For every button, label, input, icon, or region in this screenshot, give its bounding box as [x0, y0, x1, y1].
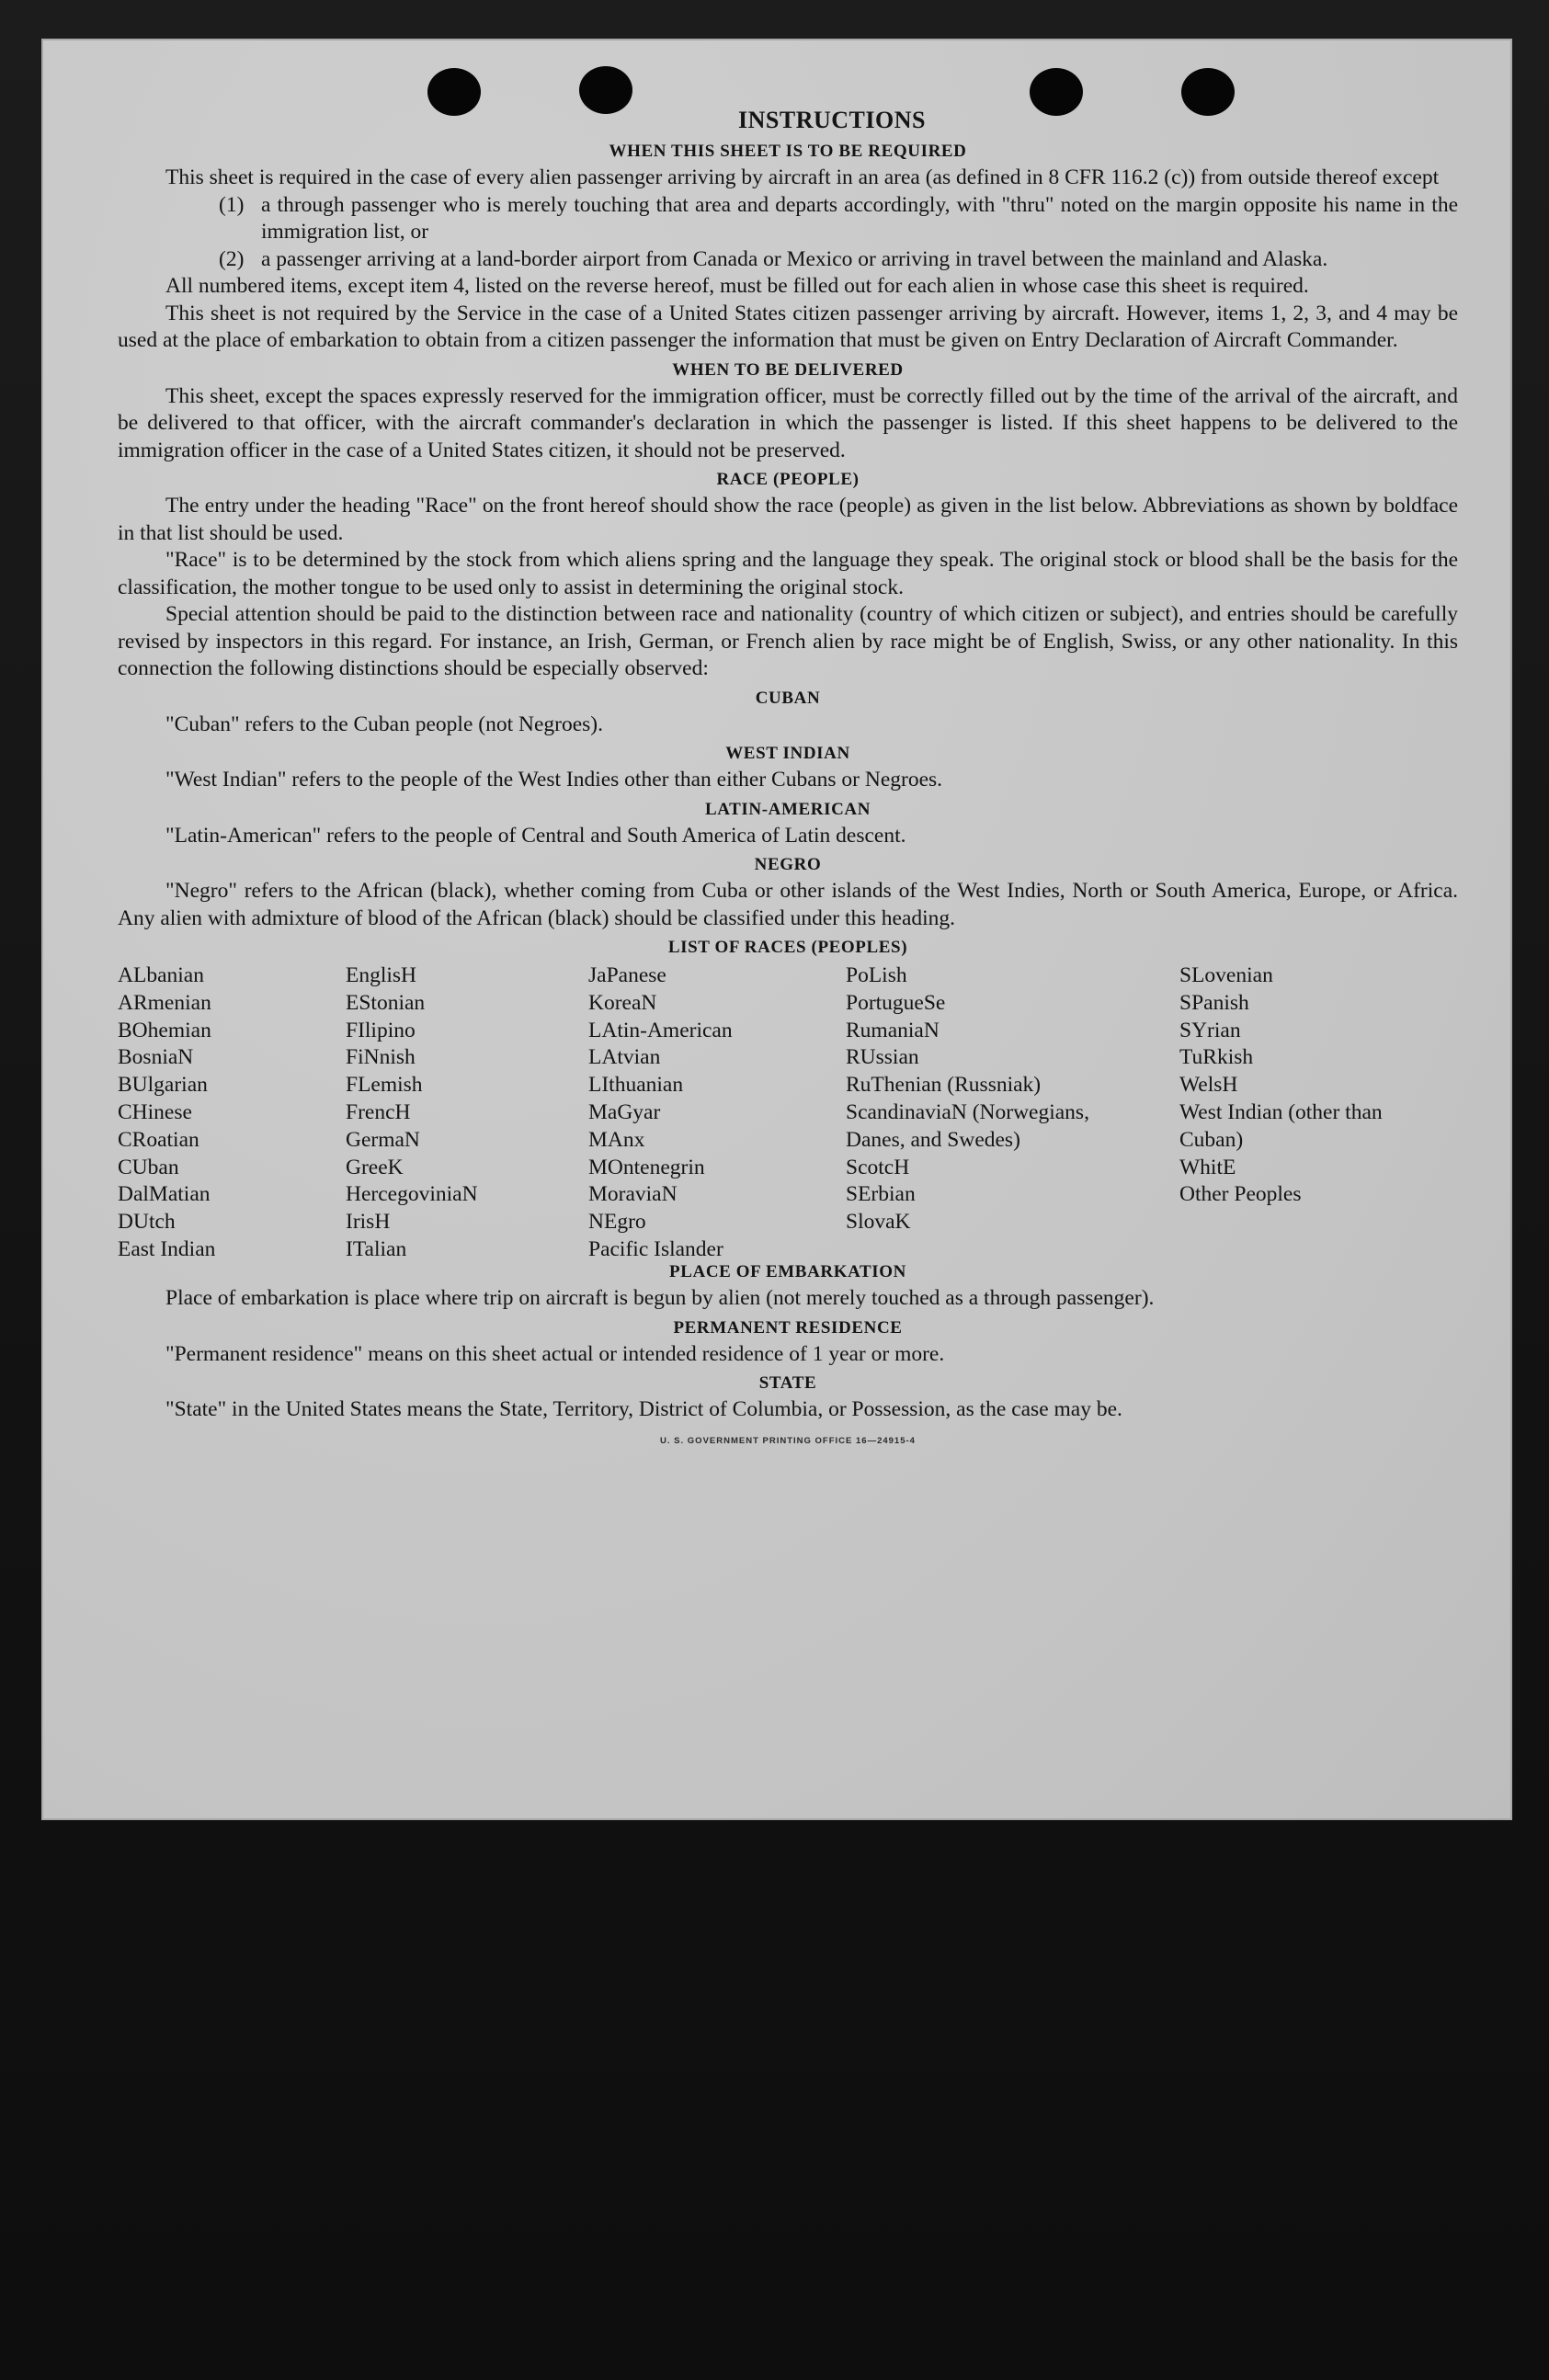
race-entry: WelsH: [1179, 1073, 1238, 1098]
item-text: a passenger arriving at a land-border airport from Canada or Mexico or arriving in travel between the mainland and Alaska.: [261, 246, 1328, 271]
race-entry: East Indian: [118, 1236, 216, 1261]
race-entry: DalMatian: [118, 1182, 211, 1207]
item-text: a through passenger who is merely touching that area and departs accordingly, with "thru" noted on the margin opposite his name in the immigration list, or: [261, 192, 1458, 244]
heading-when-required: WHEN THIS SHEET IS TO BE REQUIRED: [609, 142, 967, 161]
paragraph: This sheet is not required by the Service in the case of a United States citizen passenger arriving by aircraft. However, items 1, 2, 3, and 4 may be used at the place of embarkation to obtain from a citizen passenger the information that must be given on Entry Declaration of Aircraft Commander.: [118, 301, 1458, 352]
race-entry: SlovaK: [846, 1210, 911, 1235]
race-entry: ScandinaviaN (Norwegians, Danes, and Swedes): [846, 1099, 1089, 1152]
race-entry: ScotcH: [846, 1155, 910, 1179]
race-entry: RUssian: [846, 1045, 919, 1070]
paragraph: The entry under the heading "Race" on the front hereof should show the race (people) as given in the list below. Abbreviations as shown by boldface in that list should be used.: [118, 494, 1458, 545]
item-number: (1): [219, 192, 245, 217]
paragraph: "Race" is to be determined by the stock from which aliens spring and the language they speak. The original stock or blood shall be the basis for the classification, the mother tongue to be used only to assist in determining the original stock.: [118, 548, 1458, 599]
heading-list-of-races: LIST OF RACES (PEOPLES): [667, 938, 908, 957]
race-entry: NEgro: [588, 1210, 646, 1235]
race-column: [588, 962, 733, 1264]
heading-permanent-residence: PERMANENT RESIDENCE: [673, 1317, 903, 1338]
race-entry: FIlipino: [346, 1018, 416, 1042]
race-entry: BOhemian: [118, 1018, 211, 1042]
race-entry: FLemish: [346, 1073, 423, 1098]
race-entry: PoLish: [846, 963, 907, 987]
race-column: [846, 962, 1112, 1236]
instructions-content: [118, 105, 1458, 1454]
paragraph: All numbered items, except item 4, listed on the reverse hereof, must be filled out for each alien in whose case this sheet is required.: [165, 274, 1309, 298]
race-entry: CUban: [118, 1155, 179, 1179]
race-entry: GermaN: [346, 1127, 420, 1152]
race-entry: SYrian: [1179, 1018, 1241, 1042]
race-column: [1179, 962, 1409, 1209]
race-entry: SLovenian: [1179, 963, 1273, 987]
list-item: [219, 192, 1458, 246]
race-entry: JaPanese: [588, 963, 666, 987]
race-column: [118, 962, 215, 1264]
race-entry: GreeK: [346, 1155, 404, 1179]
race-entry: RuThenian (Russniak): [846, 1073, 1042, 1098]
heading-latin-american: LATIN-AMERICAN: [704, 799, 871, 819]
paragraph: "Negro" refers to the African (black), whether coming from Cuba or other islands of the West Indies, North or South America, Europe, or Africa. Any alien with admixture of blood of the African (black) should be classified under this heading.: [118, 879, 1458, 930]
race-entry: CRoatian: [118, 1127, 199, 1152]
heading-cuban: CUBAN: [755, 688, 821, 708]
race-entry: FrencH: [346, 1099, 411, 1124]
race-entry: MoraviaN: [588, 1182, 678, 1207]
race-entry: CHinese: [118, 1099, 192, 1124]
race-list: [118, 962, 1458, 1261]
race-entry: BosniaN: [118, 1045, 194, 1070]
race-entry: Pacific Islander: [588, 1236, 723, 1261]
race-entry: IrisH: [346, 1210, 391, 1235]
printer-imprint: U. S. GOVERNMENT PRINTING OFFICE 16—24915-4: [660, 1435, 916, 1446]
race-entry: KoreaN: [588, 990, 657, 1015]
race-entry: Other Peoples: [1179, 1182, 1302, 1207]
race-entry: ITalian: [346, 1236, 407, 1261]
race-entry: DUtch: [118, 1210, 176, 1235]
paragraph: "Latin-American" refers to the people of Central and South America of Latin descent.: [165, 823, 906, 848]
paragraph: "State" in the United States means the State, Territory, District of Columbia, or Possession, as the case may be.: [165, 1397, 1122, 1421]
paragraph: This sheet is required in the case of every alien passenger arriving by aircraft in an area (as defined in 8 CFR 116.2 (c)) from outside thereof except: [165, 165, 1440, 189]
paragraph: "West Indian" refers to the people of the West Indies other than either Cubans or Negroes.: [165, 768, 943, 791]
race-entry: TuRkish: [1179, 1045, 1254, 1070]
race-entry: LAtvian: [588, 1045, 661, 1070]
document-sheet: [41, 39, 1512, 1820]
page-title: INSTRUCTIONS: [738, 107, 926, 133]
race-column: [346, 962, 478, 1264]
heading-when-delivered: WHEN TO BE DELIVERED: [672, 359, 904, 380]
race-entry: BUlgarian: [118, 1073, 208, 1098]
paragraph: "Cuban" refers to the Cuban people (not Negroes).: [165, 712, 603, 736]
race-entry: EStonian: [346, 990, 426, 1015]
race-entry: MaGyar: [588, 1099, 661, 1124]
race-entry: WhitE: [1179, 1155, 1236, 1179]
race-entry: FiNnish: [346, 1045, 416, 1070]
race-entry: PortugueSe: [846, 990, 946, 1015]
heading-state: STATE: [758, 1373, 817, 1393]
list-item: [219, 246, 1458, 274]
paragraph: "Permanent residence" means on this sheet actual or intended residence of 1 year or more.: [165, 1341, 945, 1366]
race-entry: ALbanian: [118, 963, 204, 987]
race-entry: LIthuanian: [588, 1073, 684, 1098]
paragraph: Special attention should be paid to the distinction between race and nationality (country of which citizen or subject), and entries should be carefully revised by inspectors in this regard. For instance, an Irish, German, or French alien by race might be of English, Swiss, or any other nationality. In this connection the following distinctions should be especially observed:: [118, 602, 1458, 680]
race-entry: HercegoviniaN: [346, 1182, 478, 1207]
race-entry: MOntenegrin: [588, 1155, 705, 1179]
item-number: (2): [219, 246, 245, 271]
paragraph: Place of embarkation is place where trip on aircraft is begun by alien (not merely touched as a through passenger).: [165, 1286, 1155, 1310]
race-entry: LAtin-American: [588, 1018, 733, 1042]
race-entry: West Indian (other than Cuban): [1179, 1099, 1383, 1152]
race-entry: ARmenian: [118, 990, 211, 1015]
race-entry: RumaniaN: [846, 1018, 940, 1042]
heading-place-of-embarkation: PLACE OF EMBARKATION: [669, 1262, 906, 1281]
heading-race: RACE (PEOPLE): [716, 470, 860, 489]
race-entry: EnglisH: [346, 963, 417, 987]
heading-west-indian: WEST INDIAN: [725, 744, 850, 763]
heading-negro: NEGRO: [754, 855, 822, 874]
race-entry: SPanish: [1179, 990, 1249, 1015]
race-entry: SErbian: [846, 1182, 916, 1207]
paragraph: This sheet, except the spaces expressly reserved for the immigration officer, must be correctly filled out by the time of the arrival of the aircraft, and be delivered to that officer, with the aircraft commander's declaration in which the passenger is listed. If this sheet happens to be delivered to the immigration officer in the case of a United States citizen, it should not be preserved.: [118, 383, 1458, 462]
race-entry: MAnx: [588, 1127, 645, 1152]
